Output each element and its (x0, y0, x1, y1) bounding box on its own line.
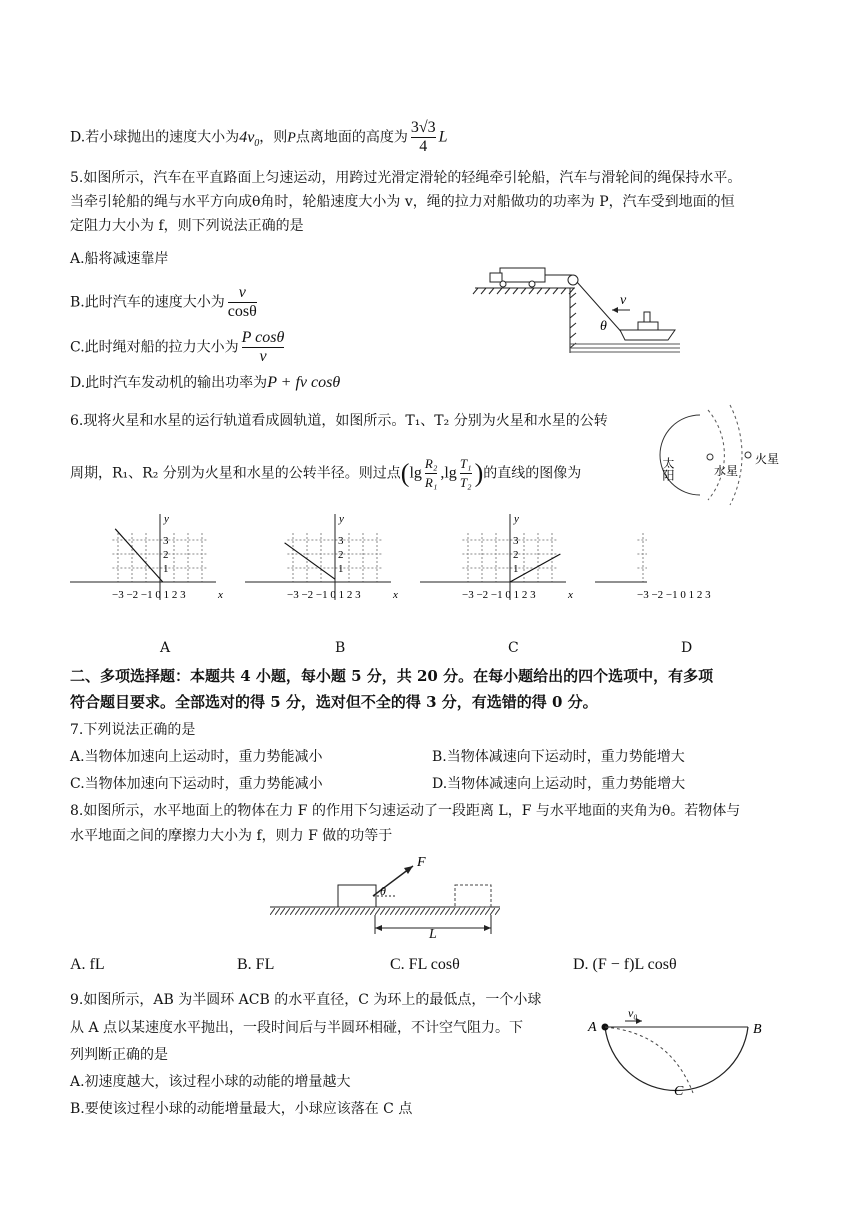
y-tick-label: 3 (163, 535, 169, 547)
y-tick-label: 2 (338, 549, 344, 561)
q8-option-c: C. FL cosθ (390, 956, 460, 973)
force-arrowhead (404, 866, 413, 874)
y-axis-label: y (339, 513, 344, 525)
q9-stem-line3: 列判断正确的是 (70, 1047, 168, 1063)
q9-option-b: B.要使该过程小球的动能增量最大，小球应该落在 C 点 (70, 1101, 413, 1117)
q5-option-b: B.此时汽车的速度大小为 $\frac{v}{\cos\theta}$ (70, 284, 257, 320)
q7-option-b: B.当物体减速向下运动时，重力势能增大 (432, 749, 685, 765)
q6-graph-C (420, 510, 588, 602)
graph-line (285, 543, 335, 579)
q9-fig-A-label: A (588, 1020, 597, 1035)
q7-stem: 7.下列说法正确的是 (70, 722, 196, 738)
q7-option-a: A.当物体加速向上运动时，重力势能减小 (70, 749, 323, 765)
q6-graph-label-A: A (160, 640, 171, 656)
x-axis-label: x (218, 589, 223, 601)
x-axis-label: x (568, 589, 573, 601)
ground-hatch (473, 288, 576, 353)
q8-fig-L-label: L (429, 927, 437, 942)
q9-fig-v0-label: v₀ (628, 1006, 638, 1020)
section2-heading-line2: 符合题目要求。全部选对的得 5 分，选对但不全的得 3 分，有选错的得 0 分。 (70, 693, 598, 711)
q5-option-a: A.船将减速靠岸 (70, 251, 169, 267)
y-tick-label: 1 (163, 563, 169, 575)
q4-option-d-text: D.若小球抛出的速度大小为 (70, 129, 240, 146)
q6-graph-A (70, 510, 238, 602)
q7-option-c: C.当物体加速向下运动时，重力势能减小 (70, 776, 323, 792)
q4-option-d: D.若小球抛出的速度大小为$4v_0$，则P点离地面的高度为 $\frac{3√3}{4}$ L (70, 119, 448, 155)
x-axis-label: x (393, 589, 398, 601)
block-icon (338, 885, 376, 907)
q5-stem-line3: 定阻力大小为 f，则下列说法正确的是 (70, 218, 304, 234)
section2-heading-line1: 二、多项选择题：本题共 4 小题，每小题 5 分，共 20 分。在每小题给出的四个选项中，有多项 (70, 667, 714, 685)
q5-fig-theta-label: θ (600, 319, 607, 334)
q4-option-d-speed: $4v_0$ (239, 128, 260, 149)
q8-stem-line2: 水平地面之间的摩擦力大小为 f，则力 F 做的功等于 (70, 828, 393, 844)
q6-graph-label-B: B (335, 640, 346, 656)
x-tick-labels: −3 −2 −1 0 1 2 3 (112, 589, 186, 601)
y-tick-label: 2 (513, 549, 519, 561)
q5-fig-v-label: v (620, 293, 627, 308)
x-tick-labels: −3 −2 −1 0 1 2 3 (637, 589, 711, 601)
velocity-arrowhead (612, 307, 618, 313)
y-tick-label: 3 (338, 535, 344, 547)
q9-figure (580, 1005, 780, 1105)
water-lines (570, 344, 680, 352)
q9-fig-B-label: B (753, 1022, 762, 1037)
y-tick-label: 3 (513, 535, 519, 547)
q8-stem-line1: 8.如图所示，水平地面上的物体在力 F 的作用下匀速运动了一段距离 L，F 与水平地面的夹角为θ。若物体与 (70, 803, 741, 819)
mars-icon (745, 452, 751, 458)
y-tick-label: 2 (163, 549, 169, 561)
q5-option-c-fraction: $\frac{\text{P cosθ}}{v}$ (241, 329, 285, 365)
q8-ground-hatch (270, 908, 500, 915)
q6-graph-D (595, 510, 711, 602)
q8-option-a: A. fL (70, 956, 105, 973)
mercury-label: 水星 (714, 464, 739, 478)
q6-stem-line2: 周期，R₁、R₂ 分别为火星和水星的公转半径。则过点(lg $\frac{\text{R₂}}{\text{R₁}}$ ,lg $\frac{\text{T₁}}{\text{T₂}}$ )的直线的图像为 (70, 456, 582, 490)
q9-option-a: A.初速度越大，该过程小球的动能的增量越大 (70, 1074, 351, 1090)
mercury-icon (707, 454, 713, 460)
q8-fig-theta-label: θ (380, 884, 386, 898)
q9-fig-C-label: C (674, 1084, 684, 1099)
q8-figure (265, 852, 505, 942)
q5-option-c: C.此时绳对船的拉力大小为 $\frac{\text{P cosθ}}{v}$ (70, 329, 285, 365)
q9-stem-line2: 从 A 点以某速度水平抛出，一段时间后与半圆环相碰，不计空气阻力。下 (70, 1020, 524, 1036)
q6-graph-B (245, 510, 413, 602)
mars-orbit (730, 405, 742, 505)
q6-graph-label-C: C (508, 640, 519, 656)
y-tick-label: 1 (338, 563, 344, 575)
q6-point: ( (400, 458, 410, 488)
q6-orbit-figure (660, 405, 800, 505)
q7-option-d: D.当物体减速向上运动时，重力势能增大 (432, 776, 686, 792)
q8-option-b: B. FL (237, 956, 275, 973)
y-axis-label: y (514, 513, 519, 525)
sun-arc (660, 415, 700, 495)
y-tick-label: 1 (513, 563, 519, 575)
q5-stem-line2: 当牵引轮船的绳与水平方向成θ角时，轮船速度大小为 v，绳的拉力对船做功的功率为 P，汽车受到地面的恒 (70, 194, 735, 210)
y-axis-label: y (164, 513, 169, 525)
q6-graph-label-D: D (681, 640, 693, 656)
boat-icon (620, 312, 675, 340)
graph-line (115, 529, 163, 582)
x-tick-labels: −3 −2 −1 0 1 2 3 (287, 589, 361, 601)
q6-stem-line1: 6.现将火星和水星的运行轨道看成圆轨道，如图所示。T₁、T₂ 分别为火星和水星的公转 (70, 413, 608, 429)
q8-fig-F-label: F (417, 855, 426, 870)
q8-option-d: D. (F − f)L cosθ (573, 956, 677, 973)
car-icon (490, 268, 545, 287)
x-tick-labels: −3 −2 −1 0 1 2 3 (462, 589, 536, 601)
block-final-dashed (455, 885, 491, 907)
q4-height-fraction: $\frac{3√3}{4}$ (410, 119, 436, 155)
sun-label: 太阳 (661, 457, 675, 481)
q9-stem-line1: 9.如图所示，AB 为半圆环 ACB 的水平直径，C 为环上的最低点，一个小球 (70, 992, 542, 1008)
semicircle-ACB (605, 1027, 748, 1091)
q5-option-d: D.此时汽车发动机的输出功率为P + fv cosθ (70, 374, 341, 391)
mars-label: 火星 (755, 452, 780, 466)
q5-stem-line1: 5.如图所示，汽车在平直路面上匀速运动，用跨过光滑定滑轮的轻绳牵引轮船，汽车与滑轮间的绳保持水平。 (70, 170, 742, 186)
q5-figure (470, 258, 685, 358)
pulley-icon (568, 275, 578, 285)
q5-option-b-fraction: $\frac{v}{\cos\theta}$ (227, 284, 257, 320)
